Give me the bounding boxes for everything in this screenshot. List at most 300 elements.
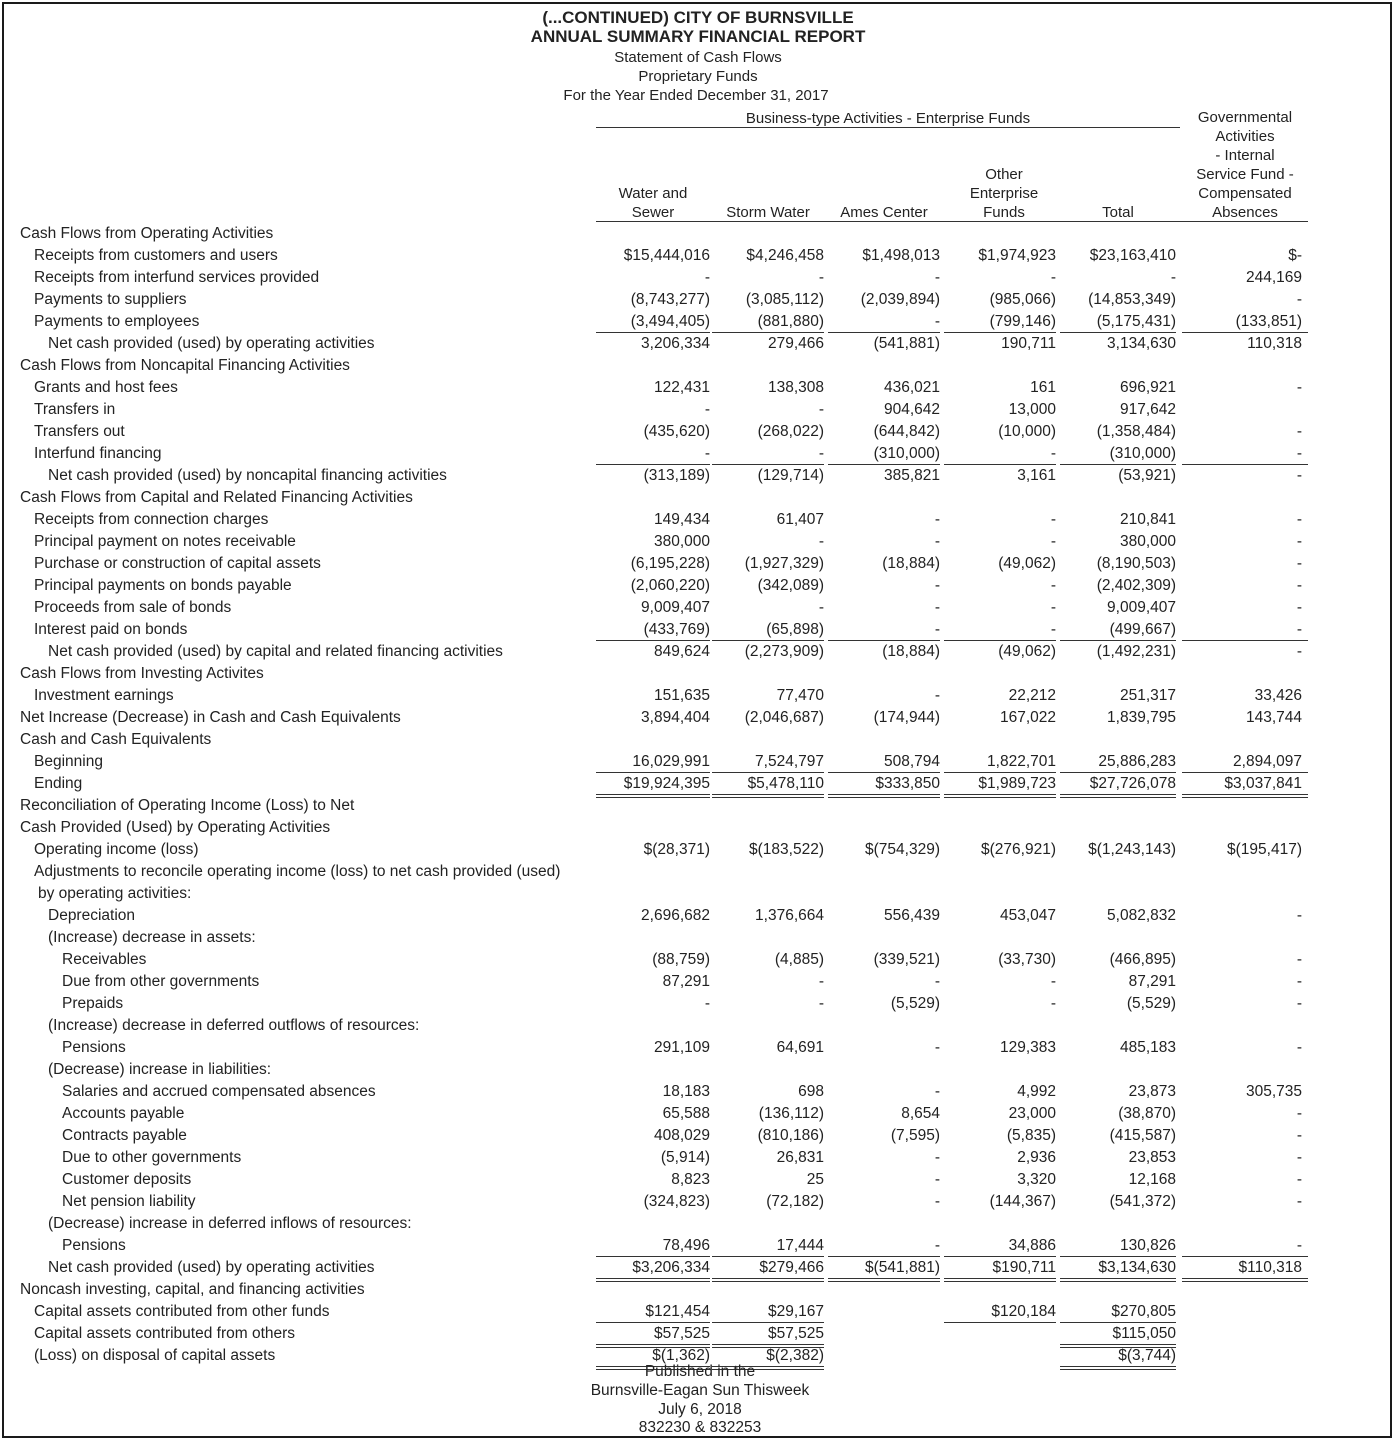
cell-value: - (1296, 1171, 1302, 1188)
cell-value: - (1296, 1193, 1302, 1210)
cell-value: (810,186) (757, 1127, 824, 1144)
cell-value: 110,318 (1247, 335, 1302, 352)
cell-value: - (818, 269, 824, 286)
cell-value: - (1296, 511, 1302, 528)
cell-value: 130,826 (1119, 1237, 1176, 1254)
underline-rule (1182, 464, 1308, 465)
cell-value: 167,022 (999, 709, 1056, 726)
cell-value: 149,434 (653, 511, 710, 528)
table-row (0, 1301, 1396, 1323)
cell-value: 8,654 (901, 1105, 940, 1122)
cell-value: $19,924,395 (623, 775, 710, 792)
cell-value: $279,466 (759, 1259, 824, 1276)
underline-rule (712, 772, 824, 773)
cell-value: (10,000) (998, 423, 1056, 440)
cell-value: - (934, 1171, 940, 1188)
cell-value: - (1296, 445, 1302, 462)
row-label: Receipts from customers and users (34, 247, 278, 264)
table-row (0, 223, 1396, 245)
cell-value: 305,735 (1245, 1083, 1302, 1100)
cell-value: 77,470 (776, 687, 824, 704)
cell-value: 18,183 (662, 1083, 710, 1100)
cell-value: $57,525 (767, 1325, 824, 1342)
cell-value: 1,839,795 (1107, 709, 1176, 726)
cell-value: (415,587) (1109, 1127, 1176, 1144)
cell-value: $333,850 (875, 775, 940, 792)
underline-rule (1060, 332, 1176, 333)
cell-value: 3,894,404 (641, 709, 710, 726)
cell-value: - (1296, 1127, 1302, 1144)
table-row (0, 883, 1396, 905)
row-label: Accounts payable (62, 1105, 185, 1122)
table-row (0, 399, 1396, 421)
cell-value: $(2,382) (766, 1347, 824, 1364)
cell-value: 2,936 (1017, 1149, 1056, 1166)
row-label: Due to other governments (62, 1149, 242, 1166)
underline-rule (596, 794, 710, 795)
cell-value: 61,407 (776, 511, 824, 528)
row-label: Salaries and accrued compensated absences (62, 1083, 376, 1100)
cell-value: 380,000 (1119, 533, 1176, 550)
cell-value: (310,000) (1109, 445, 1176, 462)
cell-value: (5,914) (660, 1149, 710, 1166)
row-label: Interfund financing (34, 445, 162, 462)
cell-value: - (934, 1083, 940, 1100)
cell-value: (2,060,220) (630, 577, 710, 594)
table-row (0, 1147, 1396, 1169)
cell-value: $(3,744) (1118, 1347, 1176, 1364)
row-label: Cash Provided (Used) by Operating Activities (20, 819, 331, 836)
underline-rule (828, 772, 940, 773)
cell-value: 13,000 (1008, 401, 1056, 418)
row-label: Due from other governments (62, 973, 260, 990)
cell-value: - (704, 401, 710, 418)
cell-value: (310,000) (873, 445, 940, 462)
table-row (0, 1081, 1396, 1103)
underline-rule (1182, 772, 1308, 773)
cell-value: 23,853 (1128, 1149, 1176, 1166)
cell-value: 4,992 (1017, 1083, 1056, 1100)
cell-value: 25,886,283 (1098, 753, 1176, 770)
underline-rule (712, 1256, 824, 1257)
row-label: Net cash provided (used) by noncapital financing activities (48, 467, 447, 484)
table-row (0, 641, 1396, 663)
cell-value: - (1296, 291, 1302, 308)
row-label: Ending (34, 775, 83, 792)
statement-subtitle: Proprietary Funds (638, 68, 758, 85)
row-label: Cash Flows from Investing Activites (20, 665, 264, 682)
underline-rule (944, 794, 1056, 795)
cell-value: (53,921) (1118, 467, 1176, 484)
row-label: (Loss) on disposal of capital assets (34, 1347, 276, 1364)
cell-value: (14,853,349) (1088, 291, 1176, 308)
cell-value: - (818, 995, 824, 1012)
column-header-5: Governmental Activities - Internal Service Fund - Compensated Absences (1196, 109, 1294, 221)
cell-value: (324,823) (643, 1193, 710, 1210)
cell-value: (342,089) (757, 577, 824, 594)
underline-rule (596, 640, 710, 641)
underline-rule (944, 640, 1056, 641)
cell-value: 129,383 (999, 1039, 1056, 1056)
table-row (0, 839, 1396, 861)
cell-value: $110,318 (1238, 1259, 1302, 1276)
cell-value: 87,291 (1128, 973, 1176, 990)
cell-value: (881,880) (757, 313, 824, 330)
cell-value: - (818, 973, 824, 990)
cell-value: (1,492,231) (1096, 643, 1176, 660)
cell-value: (49,062) (998, 643, 1056, 660)
cell-value: - (934, 533, 940, 550)
table-row (0, 971, 1396, 993)
table-row (0, 685, 1396, 707)
cell-value: - (1296, 423, 1302, 440)
row-label: Principal payment on notes receivable (34, 533, 296, 550)
cell-value: $(541,881) (865, 1259, 940, 1276)
cell-value: - (934, 599, 940, 616)
column-header-3: Other Enterprise Funds (969, 166, 1039, 221)
underline-rule (1182, 794, 1308, 795)
table-row (0, 289, 1396, 311)
cell-value: - (1296, 1105, 1302, 1122)
cell-value: (6,195,228) (630, 555, 710, 572)
cell-value: 34,886 (1008, 1237, 1056, 1254)
row-label: Adjustments to reconcile operating income (loss) to net cash provided (used) (34, 863, 561, 880)
row-label: (Decrease) increase in deferred inflows of resources: (48, 1215, 412, 1232)
cell-value: - (1050, 533, 1056, 550)
underline-rule (712, 1344, 824, 1345)
underline-rule (712, 1281, 824, 1282)
row-label: (Increase) decrease in assets: (48, 929, 256, 946)
underline-rule (828, 1256, 940, 1257)
underline-rule (712, 1322, 824, 1323)
cell-value: (3,085,112) (745, 291, 824, 308)
cell-value: (433,769) (643, 621, 710, 638)
cell-value: - (934, 577, 940, 594)
table-row (0, 619, 1396, 641)
column-header-2: Ames Center (840, 204, 928, 221)
cell-value: - (934, 973, 940, 990)
table-row (0, 1213, 1396, 1235)
cell-value: - (1050, 577, 1056, 594)
cell-value: (3,494,405) (630, 313, 710, 330)
cell-value: - (934, 1039, 940, 1056)
table-row (0, 597, 1396, 619)
statement-period: For the Year Ended December 31, 2017 (563, 87, 829, 104)
underline-rule (1060, 794, 1176, 795)
cell-value: $190,711 (992, 1259, 1056, 1276)
cell-value: - (1296, 995, 1302, 1012)
cell-value: - (934, 621, 940, 638)
underline-rule (828, 640, 940, 641)
underline-rule (596, 1344, 710, 1345)
cell-value: (541,372) (1109, 1193, 1176, 1210)
cell-value: - (1296, 1237, 1302, 1254)
cell-value: $1,498,013 (862, 247, 940, 264)
cell-value: (499,667) (1109, 621, 1176, 638)
report-title-line2: ANNUAL SUMMARY FINANCIAL REPORT (530, 27, 866, 46)
cell-value: - (1296, 951, 1302, 968)
cell-value: 138,308 (767, 379, 824, 396)
row-label: Net Increase (Decrease) in Cash and Cash Equivalents (20, 709, 401, 726)
row-label: Payments to suppliers (34, 291, 187, 308)
row-label: Cash Flows from Operating Activities (20, 225, 274, 242)
underline-rule (1060, 1322, 1176, 1323)
cell-value: 143,744 (1245, 709, 1302, 726)
group-header-rule (596, 127, 1180, 128)
cell-value: 190,711 (1001, 335, 1056, 352)
underline-rule (596, 1256, 710, 1257)
cell-value: 16,029,991 (632, 753, 710, 770)
footer-line2: Burnsville-Eagan Sun Thisweek (590, 1382, 810, 1399)
row-label: Net pension liability (62, 1193, 196, 1210)
cell-value: - (1296, 599, 1302, 616)
table-row (0, 575, 1396, 597)
cell-value: 87,291 (662, 973, 710, 990)
underline-rule (944, 1322, 1056, 1323)
cell-value: - (1296, 467, 1302, 484)
cell-value: 2,894,097 (1233, 753, 1302, 770)
cell-value: - (1050, 599, 1056, 616)
cell-value: 9,009,407 (641, 599, 710, 616)
cell-value: 244,169 (1245, 269, 1302, 286)
cell-value: (1,358,484) (1096, 423, 1176, 440)
cell-value: - (934, 1193, 940, 1210)
cell-value: - (818, 401, 824, 418)
underline-rule (712, 1347, 824, 1348)
cell-value: - (934, 1149, 940, 1166)
table-row (0, 1037, 1396, 1059)
table-row (0, 1103, 1396, 1125)
row-label: Pensions (62, 1039, 126, 1056)
underline-rule (1060, 640, 1176, 641)
row-label: Receipts from connection charges (34, 511, 269, 528)
cell-value: 556,439 (883, 907, 940, 924)
underline-rule (1060, 1366, 1176, 1367)
row-label: Purchase or construction of capital assets (34, 555, 321, 572)
underline-rule (712, 794, 824, 795)
cell-value: (5,175,431) (1096, 313, 1176, 330)
underline-rule (1182, 332, 1308, 333)
cell-value: $115,050 (1112, 1325, 1176, 1342)
cell-value: $57,525 (653, 1325, 710, 1342)
cell-value: - (818, 599, 824, 616)
cell-value: 3,320 (1017, 1171, 1056, 1188)
underline-rule (1060, 1344, 1176, 1345)
cell-value: - (704, 995, 710, 1012)
cell-value: - (1296, 555, 1302, 572)
cell-value: 696,921 (1119, 379, 1176, 396)
underline-rule (1060, 797, 1176, 798)
underline-rule (712, 332, 824, 333)
row-label: Beginning (34, 753, 103, 770)
table-row (0, 465, 1396, 487)
cell-value: (339,521) (873, 951, 940, 968)
table-row (0, 927, 1396, 949)
cell-value: - (1170, 269, 1176, 286)
underline-rule (1060, 1278, 1176, 1279)
cell-value: - (934, 1237, 940, 1254)
cell-value: (268,022) (757, 423, 824, 440)
column-header-1: Storm Water (726, 204, 810, 221)
underline-rule (828, 1281, 940, 1282)
cell-value: 25 (806, 1171, 824, 1188)
cell-value: 698 (798, 1083, 824, 1100)
table-row (0, 1235, 1396, 1257)
row-label: Transfers out (34, 423, 125, 440)
cell-value: 65,588 (662, 1105, 710, 1122)
cell-value: 385,821 (883, 467, 940, 484)
cell-value: $(754,329) (865, 841, 940, 858)
cell-value: $15,444,016 (623, 247, 710, 264)
header-rule (596, 221, 1308, 222)
table-row (0, 245, 1396, 267)
table-row (0, 509, 1396, 531)
table-row (0, 817, 1396, 839)
underline-rule (944, 772, 1056, 773)
underline-rule (596, 1347, 710, 1348)
row-label: Interest paid on bonds (34, 621, 188, 638)
report-title-line1: (...CONTINUED) CITY OF BURNSVILLE (542, 8, 854, 27)
cell-value: 210,841 (1119, 511, 1176, 528)
cell-value: - (1050, 621, 1056, 638)
cell-value: 151,635 (653, 687, 710, 704)
table-row (0, 1191, 1396, 1213)
row-label: Pensions (62, 1237, 126, 1254)
row-label: Receipts from interfund services provided (34, 269, 320, 286)
cell-value: 508,794 (883, 753, 940, 770)
cell-value: 3,161 (1017, 467, 1056, 484)
footer-line1: Published in the (644, 1363, 756, 1380)
row-label: Prepaids (62, 995, 124, 1012)
cell-value: - (1050, 973, 1056, 990)
cell-value: (5,835) (1006, 1127, 1056, 1144)
cell-value: (38,870) (1118, 1105, 1176, 1122)
row-label: Cash Flows from Noncapital Financing Activities (20, 357, 350, 374)
table-row (0, 377, 1396, 399)
footer-line4: 832230 & 832253 (638, 1419, 762, 1436)
row-label: Grants and host fees (34, 379, 178, 396)
cell-value: (49,062) (998, 555, 1056, 572)
table-row (0, 487, 1396, 509)
cell-value: (435,620) (643, 423, 710, 440)
underline-rule (944, 464, 1056, 465)
table-row (0, 1323, 1396, 1345)
cell-value: (136,112) (758, 1105, 824, 1122)
underline-rule (596, 1278, 710, 1279)
cell-value: - (1296, 643, 1302, 660)
table-row (0, 993, 1396, 1015)
underline-rule (1060, 1281, 1176, 1282)
underline-rule (1060, 1369, 1176, 1370)
cell-value: $- (1288, 247, 1302, 264)
cell-value: (8,743,277) (630, 291, 710, 308)
cell-value: - (1050, 445, 1056, 462)
table-row (0, 311, 1396, 333)
cell-value: $29,167 (767, 1303, 824, 1320)
row-label: Depreciation (48, 907, 136, 924)
cell-value: 436,021 (883, 379, 940, 396)
cell-value: 12,168 (1128, 1171, 1176, 1188)
row-label: (Increase) decrease in deferred outflows of resources: (48, 1017, 420, 1034)
cell-value: 22,212 (1008, 687, 1056, 704)
underline-rule (1182, 1278, 1308, 1279)
underline-rule (1060, 772, 1176, 773)
cell-value: 380,000 (653, 533, 710, 550)
cell-value: $3,134,630 (1098, 1259, 1176, 1276)
cell-value: (2,039,894) (860, 291, 940, 308)
row-label: Contracts payable (62, 1127, 187, 1144)
underline-rule (712, 464, 824, 465)
cell-value: 917,642 (1119, 401, 1176, 418)
cell-value: - (1296, 907, 1302, 924)
cell-value: - (1296, 621, 1302, 638)
underline-rule (828, 1278, 940, 1279)
table-row (0, 795, 1396, 817)
cell-value: (985,066) (989, 291, 1056, 308)
underline-rule (828, 464, 940, 465)
cell-value: 5,082,832 (1107, 907, 1176, 924)
table-row (0, 1125, 1396, 1147)
table-row (0, 1015, 1396, 1037)
row-label: Cash and Cash Equivalents (20, 731, 212, 748)
cell-value: $(276,921) (981, 841, 1056, 858)
underline-rule (944, 332, 1056, 333)
cell-value: $(183,522) (749, 841, 824, 858)
table-row (0, 1257, 1396, 1279)
table-row (0, 553, 1396, 575)
cell-value: 17,444 (776, 1237, 824, 1254)
cell-value: $3,206,334 (632, 1259, 710, 1276)
table-row (0, 531, 1396, 553)
row-label: by operating activities: (38, 885, 192, 902)
underline-rule (944, 1256, 1056, 1257)
table-row (0, 663, 1396, 685)
cell-value: (129,714) (757, 467, 824, 484)
cell-value: - (1296, 379, 1302, 396)
cell-value: - (1296, 1149, 1302, 1166)
table-row (0, 949, 1396, 971)
cell-value: (2,402,309) (1096, 577, 1176, 594)
cell-value: - (1050, 269, 1056, 286)
underline-rule (596, 464, 710, 465)
cell-value: $3,037,841 (1224, 775, 1302, 792)
table-row (0, 773, 1396, 795)
row-label: Payments to employees (34, 313, 200, 330)
table-row (0, 443, 1396, 465)
row-label: Net cash provided (used) by operating activities (48, 335, 375, 352)
row-label: Proceeds from sale of bonds (34, 599, 232, 616)
cell-value: 7,524,797 (755, 753, 824, 770)
underline-rule (828, 332, 940, 333)
cell-value: - (1296, 1039, 1302, 1056)
table-row (0, 333, 1396, 355)
cell-value: - (1296, 533, 1302, 550)
cell-value: (174,944) (873, 709, 940, 726)
cell-value: - (934, 687, 940, 704)
cell-value: 64,691 (776, 1039, 824, 1056)
row-label: Net cash provided (used) by capital and related financing activities (48, 643, 503, 660)
table-row (0, 905, 1396, 927)
cell-value: - (934, 511, 940, 528)
cell-value: $121,454 (645, 1303, 710, 1320)
underline-rule (712, 640, 824, 641)
cell-value: 408,029 (653, 1127, 710, 1144)
cell-value: $1,974,923 (978, 247, 1056, 264)
cell-value: 23,000 (1008, 1105, 1056, 1122)
underline-rule (596, 332, 710, 333)
cell-value: (799,146) (989, 313, 1056, 330)
statement-title: Statement of Cash Flows (614, 49, 782, 66)
